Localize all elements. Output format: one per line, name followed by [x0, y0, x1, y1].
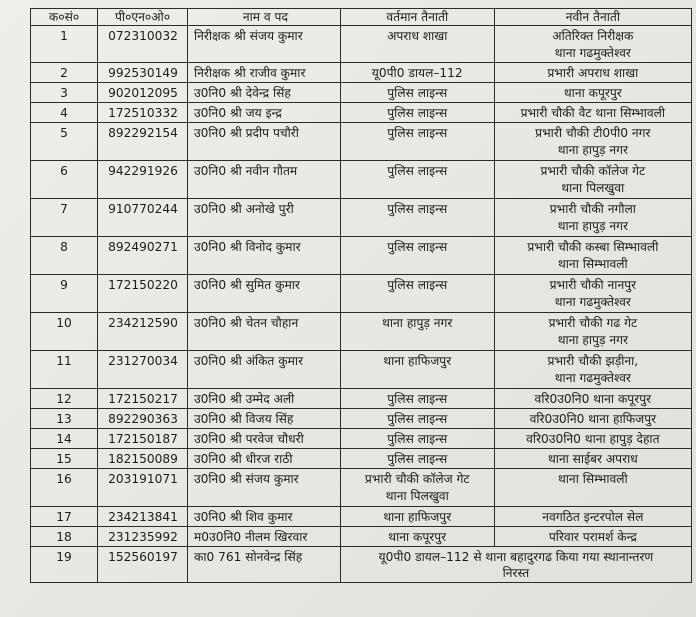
row-current-line-1: प्रभारी चौकी कॉलेज गेट	[364, 472, 470, 486]
row-current-posting	[340, 103, 494, 123]
row-new-posting	[494, 507, 691, 527]
row-new-line-1: थाना कपूरपुर	[563, 86, 622, 100]
table-row-last	[31, 547, 692, 583]
row-serial: 17	[31, 507, 98, 527]
table-row	[31, 469, 692, 507]
table-row	[31, 161, 692, 199]
row-name: उ0नि0 श्री विजय सिंह	[187, 409, 340, 429]
row-name: निरीक्षक श्री संजय कुमार	[187, 26, 340, 63]
row-pno: 182150089	[98, 449, 188, 469]
row-pno: 203191071	[98, 469, 188, 507]
row-serial: 2	[31, 63, 98, 83]
row-serial: 9	[31, 275, 98, 313]
row-serial: 12	[31, 389, 98, 409]
transfer-table	[30, 8, 692, 583]
table-row	[31, 123, 692, 161]
table-row	[31, 275, 692, 313]
row-new-posting	[494, 409, 691, 429]
row-new-posting	[494, 103, 691, 123]
row-current-line-1: थाना हाफिजपुर	[383, 510, 452, 524]
row-serial: 13	[31, 409, 98, 429]
row-current-line-1: पुलिस लाइन्स	[387, 452, 448, 466]
row-serial: 18	[31, 527, 98, 547]
row-new-line-1: प्रभारी चौकी टी0पी0 नगर	[535, 126, 651, 140]
row-new-line-2: थाना गढमुक्तेश्वर	[554, 295, 631, 309]
table-row	[31, 449, 692, 469]
row-name: उ0नि0 श्री अनोखे पुरी	[187, 199, 340, 237]
row-pno: 892290363	[98, 409, 188, 429]
row-current-posting	[340, 449, 494, 469]
table-row	[31, 429, 692, 449]
header-current-posting: वर्तमान तैनाती	[340, 9, 494, 26]
row-name: उ0नि0 श्री उम्मेद अली	[187, 389, 340, 409]
row-new-posting	[494, 449, 691, 469]
row-current-line-1: यू0पी0 डायल–112	[371, 66, 463, 80]
header-new-posting: नवीन तैनाती	[494, 9, 691, 26]
row-pno: 172510332	[98, 103, 188, 123]
table-row	[31, 527, 692, 547]
table-row	[31, 507, 692, 527]
row-serial: 19	[31, 547, 98, 583]
row-pno: 152560197	[98, 547, 188, 583]
table-row	[31, 83, 692, 103]
row-new-line-2: थाना सिम्भावली	[557, 257, 628, 271]
row-name: निरीक्षक श्री राजीव कुमार	[187, 63, 340, 83]
row-pno: 172150220	[98, 275, 188, 313]
row-pno: 902012095	[98, 83, 188, 103]
table-row	[31, 409, 692, 429]
row-current-posting	[340, 237, 494, 275]
row-new-posting	[494, 469, 691, 507]
row-pno: 234212590	[98, 313, 188, 351]
row-new-posting	[494, 161, 691, 199]
row-new-posting	[494, 63, 691, 83]
row-current-posting	[340, 199, 494, 237]
row-new-line-2: थाना हापुड़ नगर	[557, 333, 628, 347]
row-name: उ0नि0 श्री जय इन्द्र	[187, 103, 340, 123]
row-serial: 15	[31, 449, 98, 469]
row-new-line-1: वरि0उ0नि0 थाना हापुड़ देहात	[526, 432, 660, 446]
row-serial: 6	[31, 161, 98, 199]
table-row	[31, 103, 692, 123]
row-serial: 11	[31, 351, 98, 389]
header-pno: पी०एन०ओ०	[98, 9, 188, 26]
row-current-line-1: पुलिस लाइन्स	[387, 392, 448, 406]
row-new-posting	[494, 237, 691, 275]
row-new-posting	[494, 26, 691, 63]
row-current-posting	[340, 83, 494, 103]
row-new-line-1: वरि0उ0नि0 थाना हाफिजपुर	[529, 412, 657, 426]
row-new-posting	[494, 351, 691, 389]
row-new-line-2: थाना पिलखुवा	[561, 181, 625, 195]
row-name: उ0नि0 श्री संजय कुमार	[187, 469, 340, 507]
table-row	[31, 351, 692, 389]
row-remark-line-1: यू0पी0 डायल–112 से थाना बहादुरगढ किया गया स्थानान्तरण	[378, 550, 654, 564]
row-pno: 892490271	[98, 237, 188, 275]
row-current-posting	[340, 351, 494, 389]
row-name: उ0नि0 श्री अंकित कुमार	[187, 351, 340, 389]
header-name: नाम व पद	[187, 9, 340, 26]
row-pno: 072310032	[98, 26, 188, 63]
row-current-line-1: पुलिस लाइन्स	[387, 106, 448, 120]
row-serial: 8	[31, 237, 98, 275]
row-name: उ0नि0 श्री सुमित कुमार	[187, 275, 340, 313]
row-remark-line-2: निरस्त	[502, 566, 530, 580]
row-new-line-2: थाना गढमुक्तेश्वर	[554, 46, 631, 60]
row-current-posting	[340, 527, 494, 547]
row-current-posting	[340, 429, 494, 449]
row-new-line-1: थाना साईबर अपराध	[547, 452, 638, 466]
row-pno: 892292154	[98, 123, 188, 161]
row-current-line-1: पुलिस लाइन्स	[387, 412, 448, 426]
row-new-line-1: परिवार परामर्श केन्द्र	[548, 530, 637, 544]
row-new-posting	[494, 83, 691, 103]
table-row	[31, 63, 692, 83]
header-serial: क०सं०	[31, 9, 98, 26]
row-new-line-1: प्रभारी चौकी नानपुर	[549, 278, 637, 292]
row-new-line-1: प्रभारी चौकी गढ गेट	[548, 316, 638, 330]
row-current-line-2: थाना पिलखुवा	[385, 489, 449, 503]
row-new-posting	[494, 199, 691, 237]
row-name: उ0नि0 श्री धीरज राठी	[187, 449, 340, 469]
row-serial: 4	[31, 103, 98, 123]
row-current-posting	[340, 275, 494, 313]
row-pno: 231270034	[98, 351, 188, 389]
row-current-line-1: पुलिस लाइन्स	[387, 86, 448, 100]
row-name: उ0नि0 श्री नवीन गौतम	[187, 161, 340, 199]
row-new-line-1: प्रभारी चौकी नगौला	[549, 202, 636, 216]
row-current-line-1: पुलिस लाइन्स	[387, 126, 448, 140]
row-new-line-1: प्रभारी चौकी कॉलेज गेट	[540, 164, 646, 178]
row-serial: 10	[31, 313, 98, 351]
row-pno: 910770244	[98, 199, 188, 237]
row-current-posting	[340, 123, 494, 161]
row-new-line-2: थाना गढमुक्तेश्वर	[554, 371, 631, 385]
table-row	[31, 237, 692, 275]
row-new-line-1: नवगठित इन्टरपोल सेल	[542, 510, 644, 524]
row-current-line-1: पुलिस लाइन्स	[387, 202, 448, 216]
row-new-line-1: प्रभारी चौकी कस्बा सिम्भावली	[527, 240, 659, 254]
row-new-line-1: प्रभारी चौकी वैट थाना सिम्भावली	[520, 106, 666, 120]
row-new-posting	[494, 123, 691, 161]
row-new-posting	[494, 389, 691, 409]
row-current-line-1: थाना हापुड़ नगर	[382, 316, 453, 330]
row-name: उ0नि0 श्री विनोद कुमार	[187, 237, 340, 275]
row-name: उ0नि0 श्री चेतन चौहान	[187, 313, 340, 351]
row-pno: 172150187	[98, 429, 188, 449]
row-serial: 3	[31, 83, 98, 103]
row-serial: 1	[31, 26, 98, 63]
row-serial: 7	[31, 199, 98, 237]
row-new-posting	[494, 527, 691, 547]
row-current-posting	[340, 409, 494, 429]
row-current-line-1: पुलिस लाइन्स	[387, 240, 448, 254]
row-name: उ0नि0 श्री परवेज चौधरी	[187, 429, 340, 449]
row-current-posting	[340, 507, 494, 527]
row-new-posting	[494, 313, 691, 351]
table-row	[31, 389, 692, 409]
table-header-row	[31, 9, 692, 26]
row-new-line-1: प्रभारी चौकी झड़ीना,	[547, 354, 639, 368]
row-pno: 234213841	[98, 507, 188, 527]
row-pno: 172150217	[98, 389, 188, 409]
row-name: उ0नि0 श्री शिव कुमार	[187, 507, 340, 527]
row-new-line-1: थाना सिम्भावली	[557, 472, 628, 486]
row-pno: 992530149	[98, 63, 188, 83]
row-new-line-2: थाना हापुड़ नगर	[557, 219, 628, 233]
row-current-line-1: थाना कपूरपुर	[388, 530, 447, 544]
row-current-line-1: पुलिस लाइन्स	[387, 278, 448, 292]
table-row	[31, 313, 692, 351]
row-current-line-1: अपराध शाखा	[387, 29, 448, 43]
row-current-line-1: पुलिस लाइन्स	[387, 164, 448, 178]
row-pno: 231235992	[98, 527, 188, 547]
row-current-posting	[340, 389, 494, 409]
row-new-line-1: प्रभारी अपराध शाखा	[547, 66, 639, 80]
row-current-posting	[340, 26, 494, 63]
table-body	[31, 26, 692, 583]
row-new-line-2: थाना हापुड़ नगर	[557, 143, 628, 157]
row-new-posting	[494, 275, 691, 313]
row-name: उ0नि0 श्री प्रदीप पचौरी	[187, 123, 340, 161]
row-new-posting	[494, 429, 691, 449]
row-new-line-1: वरि0उ0नि0 थाना कपूरपुर	[534, 392, 652, 406]
row-new-line-1: अतिरिक्त निरीक्षक	[552, 29, 634, 43]
table-row	[31, 26, 692, 63]
row-current-line-1: थाना हाफिजपुर	[383, 354, 452, 368]
row-serial: 16	[31, 469, 98, 507]
row-current-posting	[340, 313, 494, 351]
row-serial: 14	[31, 429, 98, 449]
row-current-posting	[340, 63, 494, 83]
row-name: का0 761 सोनवेन्द्र सिंह	[187, 547, 340, 583]
row-pno: 942291926	[98, 161, 188, 199]
row-current-posting	[340, 469, 494, 507]
row-current-line-1: पुलिस लाइन्स	[387, 432, 448, 446]
table-row	[31, 199, 692, 237]
row-current-posting	[340, 161, 494, 199]
row-name: उ0नि0 श्री देवेन्द्र सिंह	[187, 83, 340, 103]
row-remark	[340, 547, 691, 583]
row-name: म0उ0नि0 नीलम खिरवार	[187, 527, 340, 547]
row-serial: 5	[31, 123, 98, 161]
